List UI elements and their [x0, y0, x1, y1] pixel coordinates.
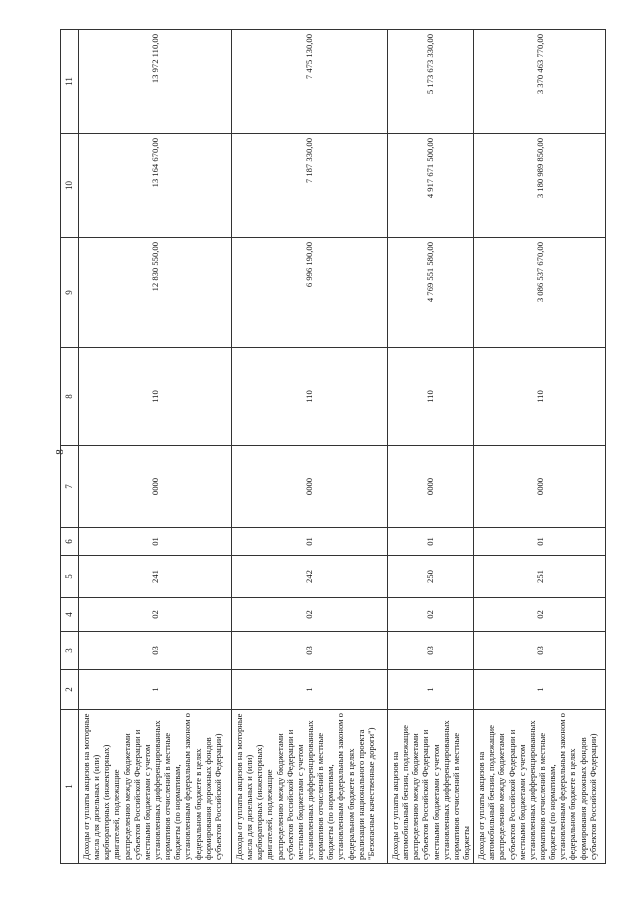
amount-cell: 5 173 673 330,00	[388, 30, 474, 134]
code-cell: 02	[79, 598, 232, 632]
code-cell: 1	[79, 670, 232, 710]
code-cell: 242	[232, 556, 388, 598]
table-row	[232, 30, 388, 864]
row-description: Доходы от уплаты акцизов на автомобильный бензин, подлежащие распределению между бюджетами субъектов Российской Федерации и местными бюджетами с учетом установленных дифференцированных нормативов отчислений в местные бюджеты	[388, 710, 474, 864]
column-header: 3	[61, 632, 79, 670]
column-header: 10	[61, 134, 79, 238]
rotated-table-area	[60, 30, 600, 864]
column-header: 1	[61, 710, 79, 864]
table-row	[79, 30, 232, 864]
page-number: 8	[54, 449, 66, 455]
column-header: 6	[61, 528, 79, 556]
row-description: Доходы от уплаты акцизов на автомобильный бензин, подлежащие распределению между бюджетами субъектов Российской Федерации и местными бюджетами с учетом установленных дифференцированных нормативов отчислений в местные бюджеты (по нормативам, установленным федеральным законом о федеральном бюджете в целях формирования дорожных фондов субъектов Российской Федерации)	[474, 710, 606, 864]
code-cell: 241	[79, 556, 232, 598]
column-header: 5	[61, 556, 79, 598]
amount-cell: 3 370 463 770,00	[474, 30, 606, 134]
code-cell: 1	[232, 670, 388, 710]
amount-cell: 7 475 130,00	[232, 30, 388, 134]
amount-cell: 12 830 550,00	[79, 238, 232, 348]
column-header: 7	[61, 446, 79, 528]
column-header: 2	[61, 670, 79, 710]
code-cell: 03	[388, 632, 474, 670]
code-cell: 03	[79, 632, 232, 670]
code-cell: 03	[474, 632, 606, 670]
code-cell: 01	[474, 528, 606, 556]
code-cell: 0000	[474, 446, 606, 528]
code-cell: 03	[232, 632, 388, 670]
code-cell: 01	[232, 528, 388, 556]
row-description: Доходы от уплаты акцизов на моторные масла для дизельных и (или) карбюраторных (инжекторных) двигателей, подлежащие распределению между бюджетами субъектов Российской Федерации и местными бюджетами с учетом установленных дифференцированных нормативов отчислений в местные бюджеты (по нормативам, установленным федеральным законом о федеральном бюджете в целях формирования дорожных фондов субъектов Российской Федерации)	[79, 710, 232, 864]
table-row	[388, 30, 474, 864]
code-cell: 250	[388, 556, 474, 598]
column-header: 8	[61, 348, 79, 446]
column-number-header	[61, 30, 79, 864]
amount-cell: 13 164 670,00	[79, 134, 232, 238]
row-description: Доходы от уплаты акцизов на моторные масла для дизельных и (или) карбюраторных (инжекторных) двигателей, подлежащие распределению между бюджетами субъектов Российской Федерации и местными бюджетами с учетом установленных дифференцированных нормативов отчислений в местные бюджеты (по нормативам, установленным федеральным законом о федеральном бюджете в целях реализации национального проекта "Безопасные качественные дороги")	[232, 710, 388, 864]
code-cell: 0000	[388, 446, 474, 528]
code-cell: 02	[474, 598, 606, 632]
code-cell: 01	[79, 528, 232, 556]
code-cell: 0000	[79, 446, 232, 528]
code-cell: 0000	[232, 446, 388, 528]
amount-cell: 13 972 110,00	[79, 30, 232, 134]
revenue-table	[60, 29, 606, 864]
code-cell: 02	[388, 598, 474, 632]
amount-cell: 4 769 551 580,00	[388, 238, 474, 348]
code-cell: 1	[388, 670, 474, 710]
amount-cell: 4 917 671 500,00	[388, 134, 474, 238]
table-frame	[60, 30, 600, 864]
column-header: 9	[61, 238, 79, 348]
amount-cell: 7 187 330,00	[232, 134, 388, 238]
code-cell: 110	[79, 348, 232, 446]
code-cell: 251	[474, 556, 606, 598]
code-cell: 110	[388, 348, 474, 446]
amount-cell: 3 180 989 850,00	[474, 134, 606, 238]
code-cell: 1	[474, 670, 606, 710]
column-header: 4	[61, 598, 79, 632]
amount-cell: 3 086 537 670,00	[474, 238, 606, 348]
code-cell: 110	[474, 348, 606, 446]
table-row	[474, 30, 606, 864]
amount-cell: 6 996 190,00	[232, 238, 388, 348]
code-cell: 110	[232, 348, 388, 446]
column-header: 11	[61, 30, 79, 134]
code-cell: 01	[388, 528, 474, 556]
code-cell: 02	[232, 598, 388, 632]
